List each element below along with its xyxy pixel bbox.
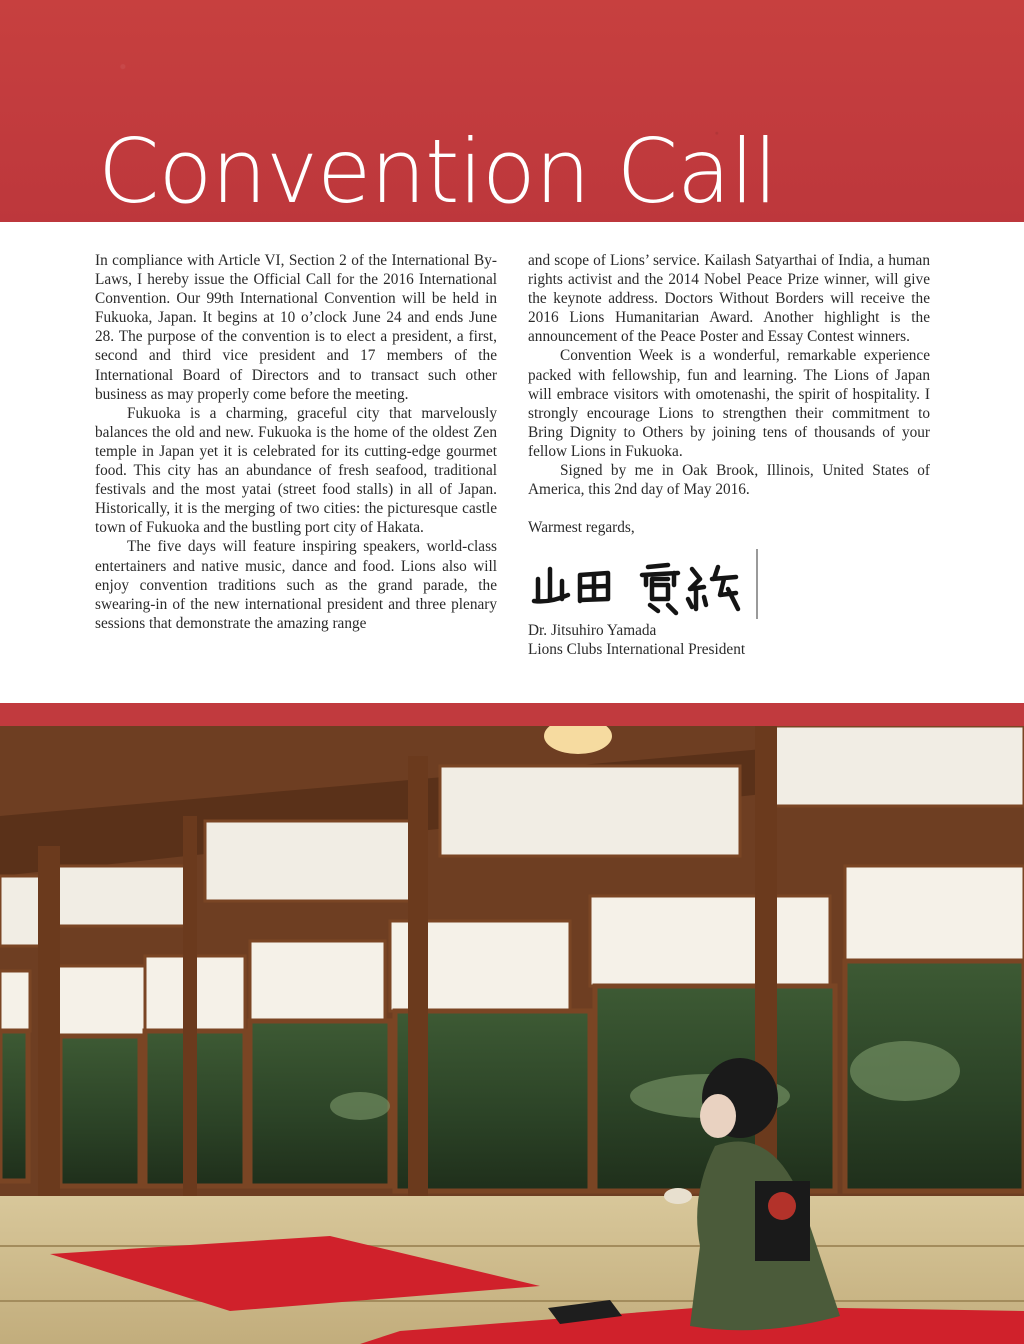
page-title: Convention Call [98,120,777,223]
signature-divider [756,549,758,619]
closing-salutation: Warmest regards, [528,519,635,537]
paragraph: and scope of Lions’ service. Kailash Satyarthai of India, a human rights activist and the 2014 Nobel Peace Prize winner, will give the keynote address. Doctors Without Borders will receive the 2016 Lions Humanitarian Award. Another highlight is the announcement of the Peace Poster and Essay Contest winners. [528,252,930,346]
tatami-room-photo [0,726,1024,1344]
paragraph: The five days will feature inspiring speakers, world-class entertainers and native music, dance and food. Lions also will enjoy convention traditions such as the grand parade, the swearing-in of the new international president and three plenary sessions that demonstrate the amazing range [95,538,497,632]
paragraph: Fukuoka is a charming, graceful city that marvelously balances the old and new. Fukuoka is the home of the oldest Zen temple in Japan yet it is celebrated for its cutting-edge gourmet food. This city has an abundance of fresh seafood, traditional festivals and the most yatai (street food stalls) in all of Japan. Historically, it is the merging of two cities: the picturesque castle town of Fukuoka and the bustling port city of Hakata. [95,404,497,537]
handwritten-signature [528,549,773,621]
left-column [95,251,497,633]
signer-name: Dr. Jitsuhiro Yamada [528,622,657,640]
paragraph: Convention Week is a wonderful, remarkable experience packed with fellowship, fun and learning. The Lions of Japan will embrace visitors with omotenashi, the spirit of hospitality. I strongly encourage Lions to strengthen their commitment to Bring Dignity to Others by joining tens of thousands of your fellow Lions in Fukuoka. [528,347,930,460]
right-column [528,251,930,660]
signer-title: Lions Clubs International President [528,641,746,659]
paragraph: Signed by me in Oak Brook, Illinois, United States of America, this 2nd day of May 2016. [528,462,930,499]
paragraph: In compliance with Article VI, Section 2 of the International By-Laws, I hereby issue the Official Call for the 2016 International Convention. Our 99th International Convention will be held in Fukuoka, Japan. It begins at 10 o’clock June 24 and ends June 28. The purpose of the convention is to elect a president, a first, second and third vice president and 17 members of the International Board of Directors and to transact such other business as may properly come before the meeting. [95,252,497,403]
